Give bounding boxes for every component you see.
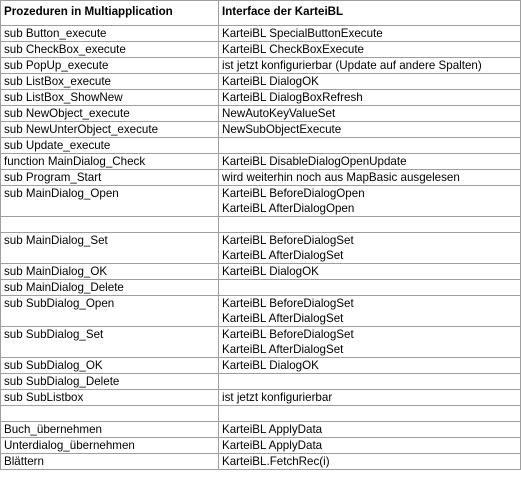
table-row [1, 74, 521, 90]
table-row [1, 58, 521, 74]
table-row [1, 122, 521, 138]
table-row [1, 170, 521, 186]
table-row [1, 138, 521, 154]
procedure-cell: sub MainDialog_Open [1, 186, 219, 217]
interface-line: KarteiBL AfterDialogSet [222, 249, 344, 262]
interface-line: ist jetzt konfigurierbar [222, 391, 333, 404]
interface-line [222, 217, 518, 232]
interface-line: KarteiBL SpecialButtonExecute [222, 27, 383, 40]
interface-line: ist jetzt konfigurierbar (Update auf andere Spalten) [222, 59, 482, 72]
interface-cell [219, 42, 521, 58]
table-row [1, 327, 521, 358]
table-row [1, 406, 521, 422]
interface-line: KarteiBL AfterDialogSet [222, 312, 344, 325]
procedure-cell: sub NewUnterObject_execute [1, 122, 219, 138]
table-row [1, 296, 521, 327]
interface-cell [219, 170, 521, 186]
interface-cell [219, 374, 521, 390]
table-row [1, 233, 521, 264]
procedure-cell: sub PopUp_execute [1, 58, 219, 74]
interface-line [222, 406, 518, 421]
interface-cell [219, 358, 521, 374]
header-row [1, 1, 521, 26]
table-row [1, 358, 521, 374]
table-row [1, 280, 521, 296]
interface-line [222, 280, 518, 295]
interface-cell [219, 390, 521, 406]
interface-cell [219, 454, 521, 470]
procedure-cell: sub Program_Start [1, 170, 219, 186]
header-interface: Interface der KarteiBL [219, 1, 521, 26]
procedure-cell: sub SubDialog_OK [1, 358, 219, 374]
table-row [1, 390, 521, 406]
interface-line: wird weiterhin noch aus MapBasic ausgelesen [222, 171, 460, 184]
interface-line: NewAutoKeyValueSet [222, 107, 336, 120]
interface-line: KarteiBL CheckBoxExecute [222, 43, 364, 56]
procedure-cell: sub MainDialog_Delete [1, 280, 219, 296]
procedure-cell: sub ListBox_ShowNew [1, 90, 219, 106]
interface-cell [219, 90, 521, 106]
interface-line: KarteiBL ApplyData [222, 423, 323, 436]
interface-line: KarteiBL AfterDialogSet [222, 343, 344, 356]
table-row [1, 26, 521, 42]
interface-line: KarteiBL DialogOK [222, 265, 319, 278]
table-row [1, 438, 521, 454]
interface-line: KarteiBL DialogOK [222, 75, 319, 88]
procedure-cell: sub Update_execute [1, 138, 219, 154]
interface-cell [219, 74, 521, 90]
interface-line: KarteiBL ApplyData [222, 439, 323, 452]
procedure-cell: sub SubDialog_Open [1, 296, 219, 327]
interface-cell [219, 327, 521, 358]
table-row [1, 154, 521, 170]
interface-cell [219, 122, 521, 138]
procedure-cell: Buch_übernehmen [1, 422, 219, 438]
procedure-cell: sub MainDialog_Set [1, 233, 219, 264]
table-row [1, 90, 521, 106]
table-row [1, 186, 521, 217]
interface-cell [219, 106, 521, 122]
interface-line: KarteiBL DialogBoxRefresh [222, 91, 363, 104]
procedure-cell: sub NewObject_execute [1, 106, 219, 122]
interface-cell [219, 154, 521, 170]
interface-line: KarteiBL BeforeDialogOpen [222, 187, 365, 200]
interface-cell [219, 264, 521, 280]
interface-cell [219, 217, 521, 233]
procedure-cell: sub ListBox_execute [1, 74, 219, 90]
procedure-cell: function MainDialog_Check [1, 154, 219, 170]
interface-cell [219, 186, 521, 217]
interface-cell [219, 26, 521, 42]
interface-line: KarteiBL BeforeDialogSet [222, 328, 354, 341]
table-body [1, 26, 521, 470]
table-row [1, 264, 521, 280]
procedure-cell: Blättern [1, 454, 219, 470]
interface-cell [219, 438, 521, 454]
interface-line: KarteiBL DialogOK [222, 359, 319, 372]
interface-cell [219, 138, 521, 154]
interface-line: KarteiBL AfterDialogOpen [222, 202, 355, 215]
interface-line [222, 138, 518, 153]
table-row [1, 374, 521, 390]
procedure-cell: sub SubDialog_Set [1, 327, 219, 358]
procedure-cell: sub SubDialog_Delete [1, 374, 219, 390]
interface-cell [219, 58, 521, 74]
interface-line: NewSubObjectExecute [222, 123, 342, 136]
interface-line: KarteiBL.FetchRec(i) [222, 455, 330, 468]
table-row [1, 422, 521, 438]
procedure-cell: sub MainDialog_OK [1, 264, 219, 280]
interface-line: KarteiBL BeforeDialogSet [222, 297, 354, 310]
header-procedures: Prozeduren in Multiapplication [1, 1, 219, 26]
interface-cell [219, 296, 521, 327]
interface-line: KarteiBL BeforeDialogSet [222, 234, 354, 247]
procedure-cell [1, 217, 219, 233]
procedure-cell [1, 406, 219, 422]
interface-cell [219, 422, 521, 438]
interface-cell [219, 233, 521, 264]
interface-cell [219, 406, 521, 422]
table-row [1, 42, 521, 58]
procedure-cell: sub CheckBox_execute [1, 42, 219, 58]
interface-line [222, 374, 518, 389]
procedure-cell: Unterdialog_übernehmen [1, 438, 219, 454]
table-row [1, 454, 521, 470]
table-row [1, 106, 521, 122]
procedure-cell: sub SubListbox [1, 390, 219, 406]
procedure-cell: sub Button_execute [1, 26, 219, 42]
interface-cell [219, 280, 521, 296]
interface-line: KarteiBL DisableDialogOpenUpdate [222, 155, 407, 168]
table-row [1, 217, 521, 233]
